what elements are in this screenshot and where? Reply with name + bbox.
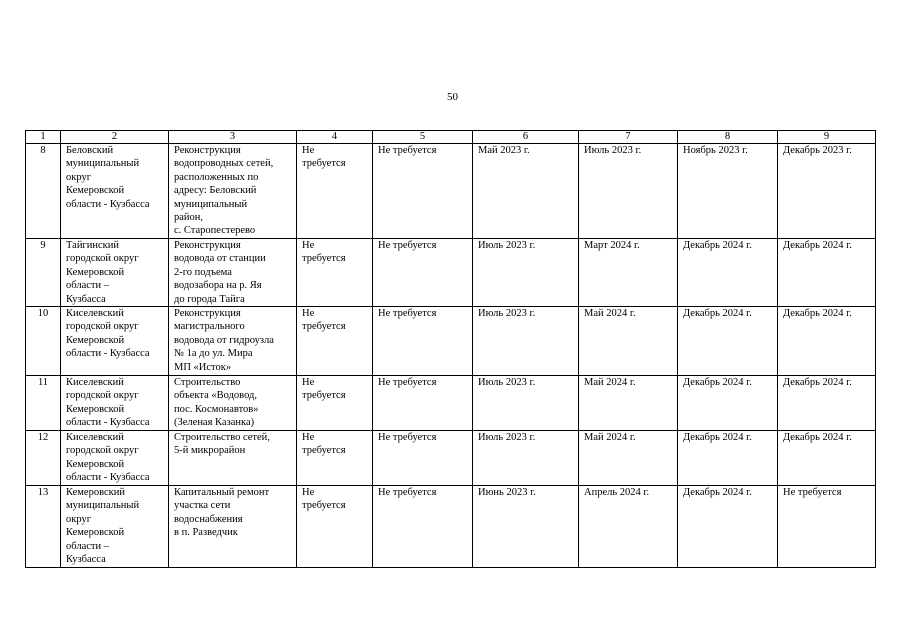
col5-cell: Не требуется: [373, 307, 473, 376]
column-header: 5: [373, 131, 473, 144]
owner-cell: Киселевский городской округ Кемеровской области - Кузбасса: [61, 431, 169, 486]
col4-cell: Не требуется: [297, 376, 373, 431]
row-number: 13: [26, 486, 61, 568]
col8-cell: Декабрь 2024 г.: [678, 307, 778, 376]
col9-cell: Декабрь 2024 г.: [778, 239, 876, 307]
column-header: 7: [579, 131, 678, 144]
col8-cell: Декабрь 2024 г.: [678, 239, 778, 307]
owner-cell: Кемеровский муниципальный округ Кемеровской области – Кузбасса: [61, 486, 169, 568]
object-cell: Строительство сетей, 5-й микрорайон: [169, 431, 297, 486]
col8-cell: Декабрь 2024 г.: [678, 431, 778, 486]
col7-cell: Апрель 2024 г.: [579, 486, 678, 568]
col7-cell: Май 2024 г.: [579, 376, 678, 431]
column-header: 2: [61, 131, 169, 144]
object-cell: Реконструкция водопроводных сетей, расположенных по адресу: Беловский муниципальный район, с. Старопестерево: [169, 144, 297, 239]
col5-cell: Не требуется: [373, 376, 473, 431]
object-cell: Строительство объекта «Водовод, пос. Космонавтов» (Зеленая Казанка): [169, 376, 297, 431]
col8-cell: Декабрь 2024 г.: [678, 486, 778, 568]
table-row: [26, 431, 876, 486]
row-number: 8: [26, 144, 61, 239]
col5-cell: Не требуется: [373, 239, 473, 307]
col7-cell: Май 2024 г.: [579, 431, 678, 486]
col6-cell: Июль 2023 г.: [473, 239, 579, 307]
row-number: 10: [26, 307, 61, 376]
col9-cell: Декабрь 2023 г.: [778, 144, 876, 239]
col7-cell: Май 2024 г.: [579, 307, 678, 376]
row-number: 12: [26, 431, 61, 486]
owner-cell: Киселевский городской округ Кемеровской области - Кузбасса: [61, 376, 169, 431]
column-header: 9: [778, 131, 876, 144]
table-row: [26, 307, 876, 376]
col9-cell: Декабрь 2024 г.: [778, 431, 876, 486]
owner-cell: Киселевский городской округ Кемеровской области - Кузбасса: [61, 307, 169, 376]
column-header: 4: [297, 131, 373, 144]
table-row: [26, 486, 876, 568]
table-row: [26, 376, 876, 431]
object-cell: Реконструкция водовода от станции 2-го подъема водозабора на р. Яя до города Тайга: [169, 239, 297, 307]
row-number: 9: [26, 239, 61, 307]
col6-cell: Июль 2023 г.: [473, 307, 579, 376]
table-row: [26, 239, 876, 307]
column-header: 3: [169, 131, 297, 144]
col4-cell: Не требуется: [297, 239, 373, 307]
col7-cell: Март 2024 г.: [579, 239, 678, 307]
table-row: [26, 144, 876, 239]
column-header: 8: [678, 131, 778, 144]
col5-cell: Не требуется: [373, 486, 473, 568]
col5-cell: Не требуется: [373, 431, 473, 486]
column-header: 1: [26, 131, 61, 144]
col9-cell: Не требуется: [778, 486, 876, 568]
header-row: [26, 131, 876, 144]
col6-cell: Июнь 2023 г.: [473, 486, 579, 568]
owner-cell: Тайгинский городской округ Кемеровской области – Кузбасса: [61, 239, 169, 307]
row-number: 11: [26, 376, 61, 431]
object-cell: Реконструкция магистрального водовода от гидроузла № 1а до ул. Мира МП «Исток»: [169, 307, 297, 376]
col8-cell: Ноябрь 2023 г.: [678, 144, 778, 239]
col4-cell: Не требуется: [297, 486, 373, 568]
col6-cell: Июль 2023 г.: [473, 376, 579, 431]
col6-cell: Май 2023 г.: [473, 144, 579, 239]
owner-cell: Беловский муниципальный округ Кемеровской области - Кузбасса: [61, 144, 169, 239]
col6-cell: Июль 2023 г.: [473, 431, 579, 486]
schedule-table: [25, 130, 876, 568]
col7-cell: Июль 2023 г.: [579, 144, 678, 239]
col9-cell: Декабрь 2024 г.: [778, 376, 876, 431]
col4-cell: Не требуется: [297, 307, 373, 376]
page-number: 50: [447, 91, 458, 103]
object-cell: Капитальный ремонт участка сети водоснабжения в п. Разведчик: [169, 486, 297, 568]
col4-cell: Не требуется: [297, 431, 373, 486]
column-header: 6: [473, 131, 579, 144]
col4-cell: Не требуется: [297, 144, 373, 239]
col8-cell: Декабрь 2024 г.: [678, 376, 778, 431]
col9-cell: Декабрь 2024 г.: [778, 307, 876, 376]
col5-cell: Не требуется: [373, 144, 473, 239]
